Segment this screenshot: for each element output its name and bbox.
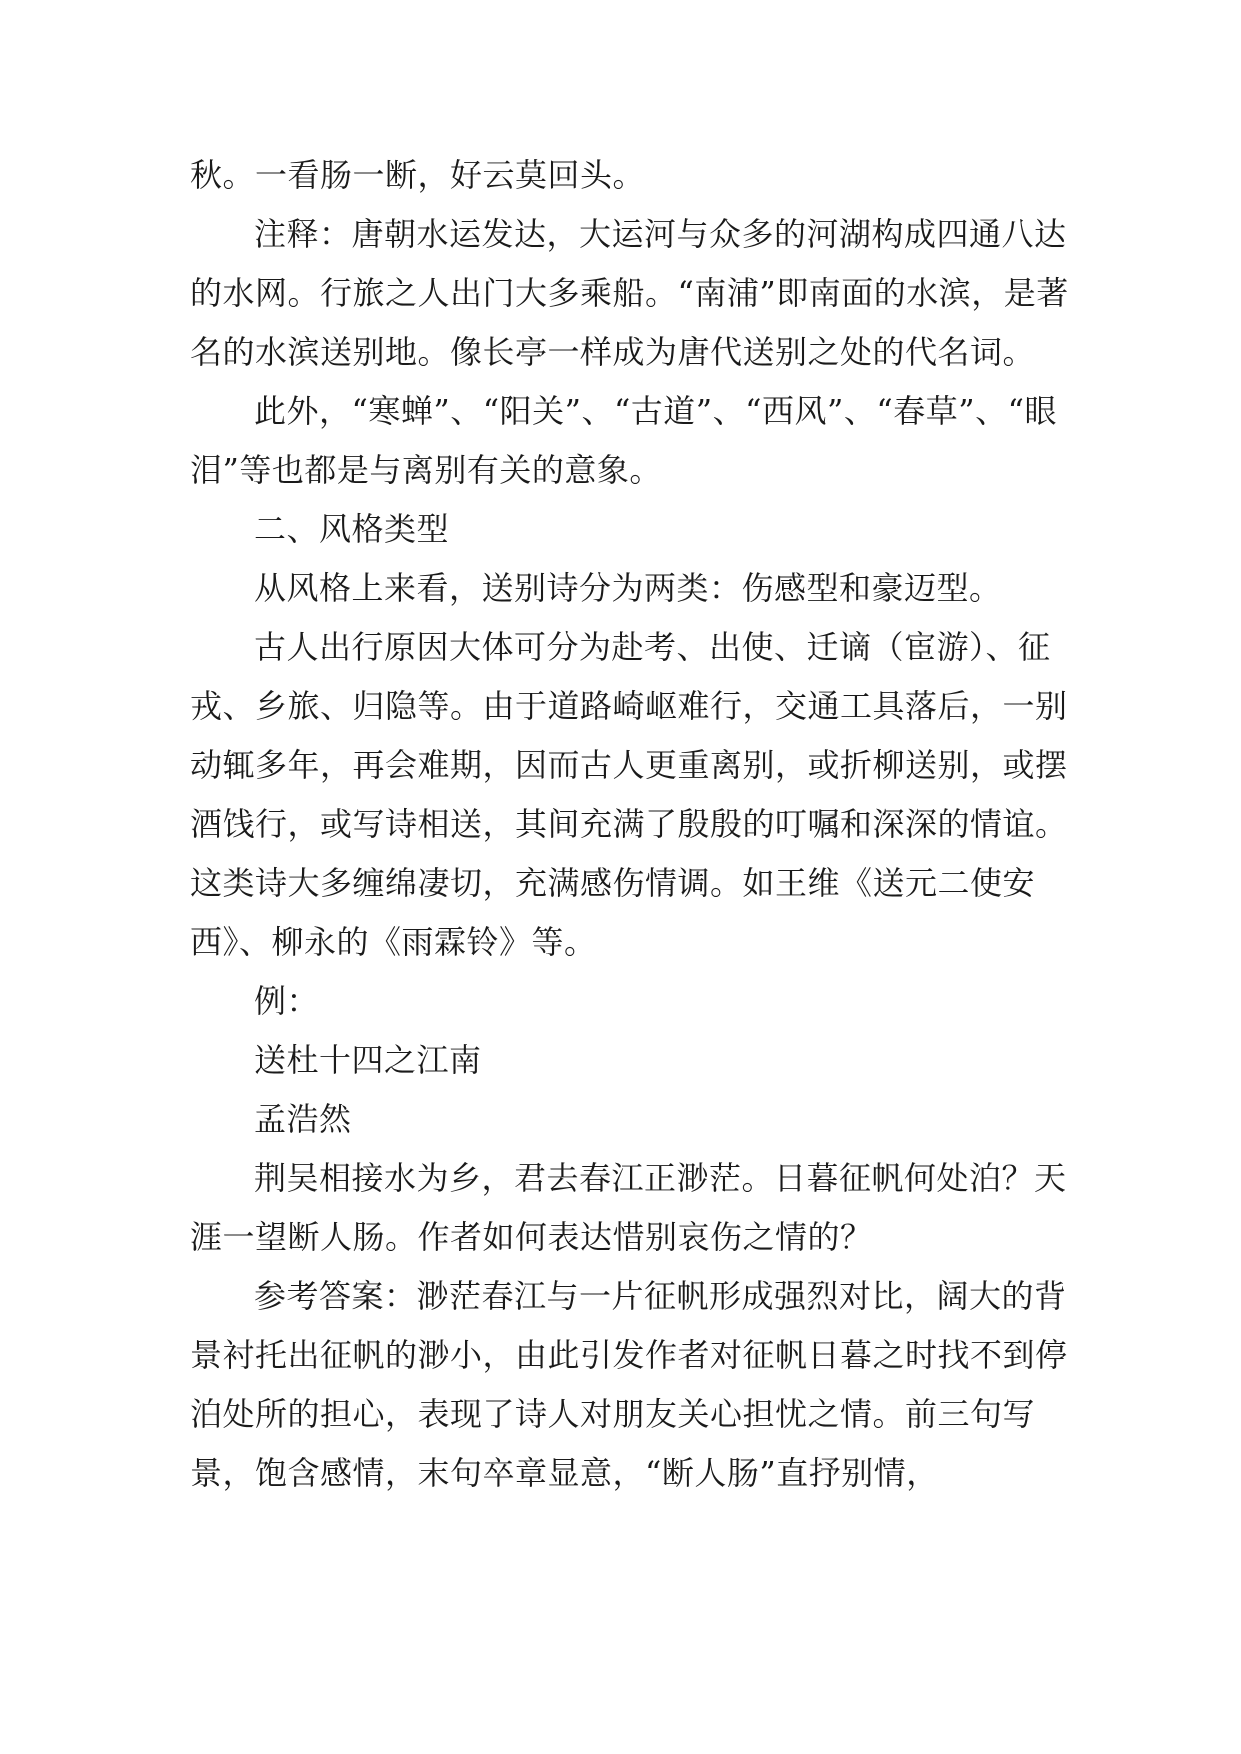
reference-answer: 参考答案：渺茫春江与一片征帆形成强烈对比，阔大的背景衬托出征帆的渺小，由此引发作者对征帆日暮之时找不到停泊处所的担心，表现了诗人对朋友关心担忧之情。前三句写景，饱含感情，末句卒章显意，“断人肠”直抒别情， [190, 1277, 1068, 1492]
paragraph-style-detail: 古人出行原因大体可分为赴考、出使、迁谪（宦游）、征戎、乡旅、归隐等。由于道路崎岖难行，交通工具落后，一别动辄多年，再会难期，因而古人更重离别，或折柳送别，或摆酒饯行，或写诗相送，其间充满了殷殷的叮嘱和深深的情谊。这类诗大多缠绵凄切，充满感伤情调。如王维《送元二使安西》、柳永的《雨霖铃》等。 [190, 628, 1068, 961]
paragraph-continuation: 秋。一看肠一断，好云莫回头。 [190, 156, 646, 194]
example-label: 例： [254, 982, 320, 1020]
poem-text-question: 荆吴相接水为乡，君去春江正渺茫。日暮征帆何处泊？天涯一望断人肠。作者如何表达惜别哀伤之情的？ [190, 1159, 1067, 1256]
section-heading: 二、风格类型 [254, 510, 450, 548]
poem-author: 孟浩然 [254, 1100, 352, 1138]
poem-title: 送杜十四之江南 [254, 1041, 482, 1079]
document-body [190, 146, 1070, 1503]
paragraph-annotation: 注释：唐朝水运发达，大运河与众多的河湖构成四通八达的水网。行旅之人出门大多乘船。“南浦”即南面的水滨，是著名的水滨送别地。像长亭一样成为唐代送别之处的代名词。 [190, 215, 1069, 371]
paragraph-style-intro: 从风格上来看，送别诗分为两类：伤感型和豪迈型。 [254, 569, 1002, 607]
paragraph-imagery: 此外，“寒蝉”、“阳关”、“古道”、“西风”、“春草”、“眼泪”等也都是与离别有关的意象。 [190, 392, 1057, 489]
